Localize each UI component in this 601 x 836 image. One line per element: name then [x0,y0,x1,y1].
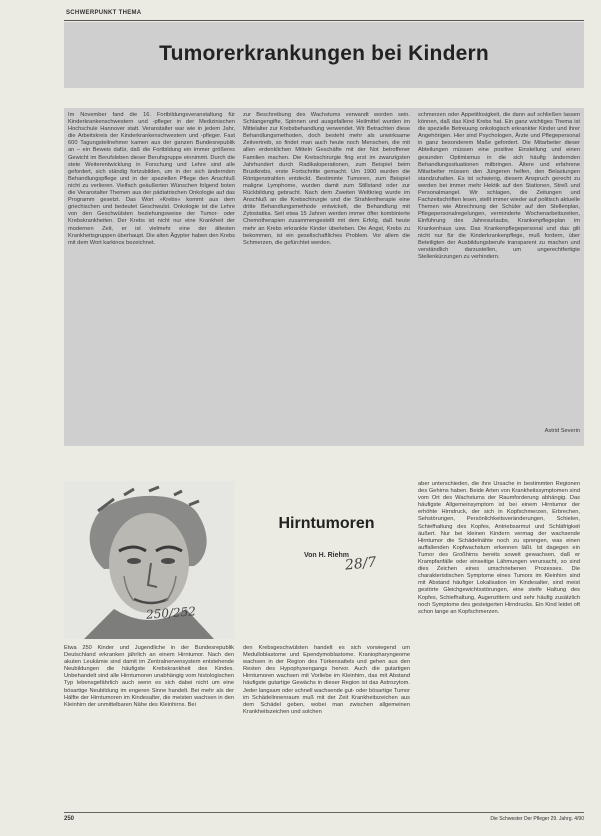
article-column-2 [243,645,410,810]
handwritten-note-1: 28/7 [344,554,378,574]
article-text-1: Etwa 250 Kinder und Jugendliche in der Bundesrepublik Deutschland erkranken jährlich an einem Hirntumor. Nach den akuten Leukämie sind damit im Zentralnervensystem entstehende Neubildungen die häufigste Krebskrankheit des Kindes. Unbehandelt sind alle Hirntumoren unabhängig vom histologischen Typ lebensgefährlich auch wenn es sich dabei nicht um eine bösartige Neubildung im engeren Sinne handelt. Bei mehr als der Hälfte der Hirntumoren im Kindesalter, die meisten wachsen in den Kleinhirn der unmittelbaren Nähe des Kleinhirns. Bei [64,645,234,708]
handwritten-note-2: 250/252 [145,604,197,622]
publication-footer: Die Schwester Der Pfleger 29. Jahrg. 4/90 [490,816,584,822]
intro-column-2 [243,112,410,442]
intro-text-1: Im November fand die 16. Fortbildungsveranstaltung für Kinderkrankenschwestern und -pfleger in der Medizinischen Hochschule Hannover statt. Veranstalter war wie in jedem Jahr, die Arbeitskreis der Kinderkrankenschwestern und -pfleger. Fast 600 Tagungsteilnehmer kamen aus der ganzen Bundesrepublik an – ein Beweis dafür, daß die Fortbildung ein immer größeres Gewicht im Berufsleben dieser Berufsgruppe einnimmt. Durch die stete Weiterentwicklung in Forschung und Lehre sind alle gefordert, sich ständig fortzubilden, um in der sich ändernden Behandlungspflege und in der speziellen Pflege den Anschluß nicht zu verlieren. Vielfach geäußerten Wünschen folgend boten die Veranstalter Themen aus der pädiatrischen Onkologie auf das Programm gesetzt. Das Wort »Krebs« kommt aus dem griechischen und bedeutet Geschwulst. Onkologie ist die Lehre von den Geschwülsten beziehungsweise der Tumor- oder Krebskrankheiten. Der Krebs ist nicht nur eine Krankheit der modernen Zeit, er ist vielmehr eine der ältesten Krankheitsgruppen überhaupt. Die alten Ägypter haben den Krebs mit dem Wort karkinos bezeichnet. [68,112,235,246]
article-text-3: aber unterschieden, die ihre Ursache in bestimmten Regionen des Gehirns haben. Beide Arten von Krankheitssymptomen sind vom Ort des Wachstums der Raumforderung abhängig. Das häufigste Allgemeinsymptom ist bei einem Hirntumor der erhöhte Hirndruck, der sich in Kopfschmerzen, Erbrechen, Sehstörungen, Persönlichkeitsveränderungen, Schielen, Schiefhaltung des Kopfes, Antriebsarmut und Schläfrigkeit äußert. Nur bei kleinen Kindern vermag der wachsende Hirntumor die Schädelnähte noch zu sprengen, was einen auffallenden Kopfwachstum erkennen läßt. Ist dagegen ein Tumor des Großhirns bereits soweit gewachsen, daß er Krampfanfälle oder einseitige Lähmungen verursacht, so sind dies Zeichen eines umschriebenen Prozesses. Die charakteristischen Symptome eines Tumors im Kleinhirn sind mit Abstand häufiger Lokalisation im Kindesalter, sind meist gestörte Gleichgewichtsstörungen, eine steife Haltung des Kopfes, Schiefhaltung, Augenzittern und sehr häufig zusätzlich noch Symptome des gesteigerten Hirndrucks. Ein Kind leidet oft schon lange an Kopfschmerzen. [418,481,580,615]
top-rule [64,20,584,21]
intro-text-3: schmerzen oder Appetitlosigkeit, die dann auf schließen lassen können, daß das Kind Krebs hat. Ein ganz wichtiges Thema ist die spezielle Betreuung onkologisch erkrankter Kinder und ihrer Angehörigen. Hier sind Psychologen, Ärzte und Pflegepersonal in ganz besonderem Maße gefordert. Die Mitarbeiter dieser Abteilungen müssen eine positive Einstellung und einen gesunden Optimismus in die sich häufig ändernden Behandlungssituationen mitbringen. Ältere und erfahrene Mitarbeiter müssen den Jüngeren helfen, den Belastungen standzuhalten. Es ist schwierig, diesem Anspruch gerecht zu werden bei immer mehr Hektik auf den Stationen, Streß und Personalmangel. Wir schlagen, die Zeitungen und Fachzeitschriften lesen, stellt immer wieder auf politisch aktuelle Themen wie Abrechnung der Schüler auf den Stellenplan, Pflegepersonalregelungen, verminderte Wochenarbeitszeiten, Einführung des Jahresurlaubs, Krankenpflegeplan im Krankenhaus usw. Das Krankenpflegepersonal und das gilt nicht nur für die Kinderkrankenpflege, muß fordern, über Beteiligten der Ausbildungsberufe transparent zu machen und verständlich darzustellen, um ungerechtfertigte Stellenkürzungen zu verhindern. [418,112,580,260]
article-headline: Hirntumoren [278,515,375,532]
article-column-3 [418,481,580,810]
intro-column-1 [68,112,235,442]
article-column-1 [64,645,234,810]
article-byline: Von H. Riehm [304,552,349,559]
page-number: 250 [64,816,75,822]
section-kicker: SCHWERPUNKT THEMA [66,10,142,16]
article-text-2: den Krebsgeschwülsten handelt es sich vorwiegend um Medulloblastome und Ependymoblastome. Kraniopharyngeome wachsen in der Region des Türkensattels und gehen aus den Resten des Hypophysengangs hervor. Auch die gutartigen Hirntumoren wachsen mit Vorliebe im Kleinhirn, das mit Abstand häufigste gutartige Gewächs in dieser Region ist das Astrozytom. Jeder langsam oder schnell wachsende gut- oder bösartige Tumor im Schädelinnenraum muß mit der Zeit Krankheitszeichen aus dem Schädel geben, wobei man zwischen allgemeinen Krankheitszeichen und solchen [243,645,410,715]
author-signature: Astrid Severin [544,428,580,434]
intro-column-3 [418,112,580,442]
bottom-rule [64,812,584,813]
page-title: Tumorerkrankungen bei Kindern [159,42,489,65]
intro-text-2: zur Beschreibung des Wachstums verwandt worden sein. Schlangengifte, Spinnen und ausgefallene Heilmittel wurden im Mittelalter zur Krebsbehandlung verwendet. Wir Betrachten diese Behandlungsmethoden, doch besteht mehr als unwirksame Zeitvertreib, so findet man auch heute noch Menschen, die mit allen erdenklichen Mitteln Geschäfte mit der Not betroffener Familien machen. Die Krebschirurgie fing erst im zwanzigsten Jahrhundert durch Radikaloperationen, zum Beispiel beim Brustkrebs, erste Fortschritte gemacht. Um 1900 wurden die Röntgenstrahlen entdeckt. Bestimmte Tumoren, zum Beispiel maligne Lymphome, wurden damit zum Stillstand oder zur Rückbildung gebracht. Nach dem Zweiten Weltkrieg wurde im Anschluß an die Krebschirurgie und die Strahlentherapie eine dritte Behandlungsmethode entwickelt, die Behandlung mit Zytostatika. Seit etwa 15 Jahren werden immer öfter kombinierte Chemotherapien zusammengestellt mit dem Erfolg, daß heute mehr an Krebs erkrankte Kinder überleben. Die Angst, Krebs zu bekommen, ist ein gesellschaftliches Problem. Vor allem die Schmerzen, die gefürchtet werden. [243,112,410,246]
